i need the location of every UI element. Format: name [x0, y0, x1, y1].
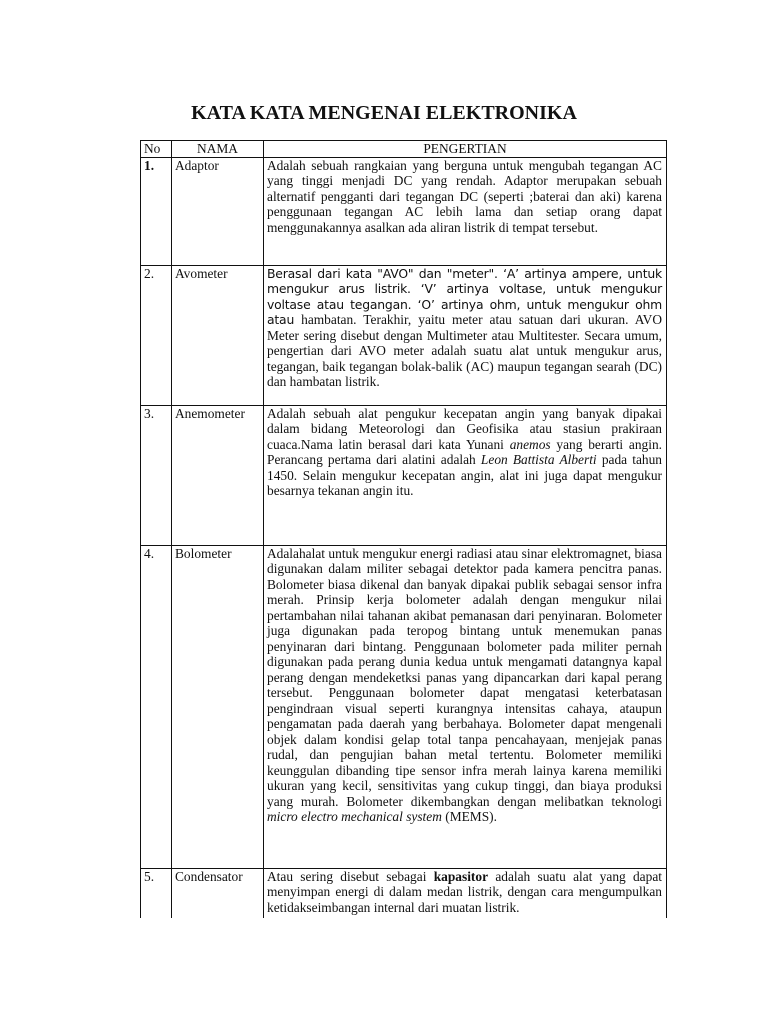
document-title: KATA KATA MENGENAI ELEKTRONIKA — [191, 102, 577, 124]
definition-text: adalah suatu alat yang dapat menyimpan energi di dalam medan listrik, dengan cara mengumpulkan ketidakseimbangan internal dari muatan listrik. — [267, 868, 662, 915]
definition-text: Adalahalat untuk mengukur energi radiasi atau sinar elektromagnet, biasa digunakan dalam militer sebagai detektor pada kamera pencitra panas. Bolometer biasa dikenal dan banyak dipakai publik sebagai sensor infra merah. Prinsip kerja bolometer adalah dengan mengukur nilai pertambahan nilai tahanan akibat pemanasan dari penyinaran. Bolometer juga digunakan pada teropog bintang untuk menemukan panas penyinaran dari bintang. Penggunaan bolometer pada militer pernah digunakan pada perang dunia kedua untuk mengamati datangnya kapal perang dengan mendeketksi panas yang dipancarkan dari kapal perang tersebut. Penggunaan bolometer dapat mengatasi keterbatasan pengindraan visual seperti kurangnya intensitas cahaya, ataupun pengamatan pada daerah yang berbahaya. Bolometer dapat mengenali objek dalam kondisi gelap total tanpa pencahayaan, menjejak panas rudal, dan pengujian bahan metal tertentu. Bolometer memiliki keunggulan dibanding tipe sensor infra merah lainya karena memiliki ukuran yang kecil, sensitivitas yang cukup tinggi, dan biaya produksi yang murah. Bolometer dikembangkan dengan melibatkan teknologi — [267, 545, 662, 809]
row-number: 4. — [141, 545, 172, 868]
header-pengertian: PENGERTIAN — [264, 141, 667, 158]
row-term: Condensator — [172, 868, 264, 918]
definition-italic: Leon Battista Alberti — [480, 452, 597, 467]
row-term: Bolometer — [172, 545, 264, 868]
definition-text: hambatan. Terakhir, yaitu meter atau satuan dari ukuran. AVO Meter sering disebut dengan Multimeter atau Multitester. Secara umum, pengertian dari AVO meter adalah suatu alat untuk mengukur arus, tegangan, baik tegangan bolak-balik (AC) maupun tegangan searah (DC) dan hambatan listrik. — [267, 312, 662, 389]
table-header-row — [141, 141, 667, 158]
definition-italic: micro electro mechanical system — [267, 809, 442, 824]
definition-text: Adalah sebuah alat pengukur kecepatan angin yang banyak dipakai dalam bidang Meteorologi dan Geofisika atau stasiun prakiraan cuaca.Nama latin berasal dari kata Yunani — [267, 405, 662, 452]
definition-text: Atau sering disebut sebagai — [267, 868, 427, 884]
row-number: 1. — [141, 157, 172, 265]
row-term: Anemometer — [172, 405, 264, 545]
table-row — [141, 868, 667, 918]
row-number: 2. — [141, 265, 172, 405]
row-definition — [264, 545, 667, 868]
table-row — [141, 265, 667, 405]
row-definition — [264, 868, 667, 918]
definition-text: (MEMS). — [445, 809, 497, 824]
row-number: 3. — [141, 405, 172, 545]
header-nama: NAMA — [172, 141, 264, 158]
table-row — [141, 545, 667, 868]
definition-text: pada tahun 1450. Selain mengukur kecepatan angin, alat ini juga dapat mengukur besarnya tekanan angin itu. — [267, 452, 662, 498]
definition-text: yang berarti angin. Perancang pertama dari alatini adalah — [267, 436, 662, 467]
definition-italic: anemos — [509, 436, 551, 452]
definition-text: Berasal dari kata "AVO" dan "meter". ‘A’ artinya ampere, untuk mengukur arus listrik. ‘V’ artinya voltase, untuk mengukur voltase atau tegangan. ‘O’ artinya ohm, untuk mengukur ohm atau — [267, 265, 662, 327]
row-term: Adaptor — [172, 157, 264, 265]
row-number: 5. — [141, 868, 172, 918]
glossary-table — [140, 140, 667, 918]
table-row — [141, 405, 667, 545]
table-row — [141, 157, 667, 265]
header-no: No — [141, 141, 172, 158]
row-definition — [264, 265, 667, 405]
row-definition — [264, 405, 667, 545]
definition-bold: kapasitor — [433, 868, 489, 884]
row-term: Avometer — [172, 265, 264, 405]
row-definition: Adalah sebuah rangkaian yang berguna untuk mengubah tegangan AC yang tinggi menjadi DC yang rendah. Adaptor merupakan sebuah alternatif pengganti dari tegangan DC (seperti ;baterai dan aki) karena penggunaan tegangan AC lebih lama dan setiap orang dapat menggunakannya asalkan ada aliran listrik di tempat tersebut. — [264, 157, 667, 265]
